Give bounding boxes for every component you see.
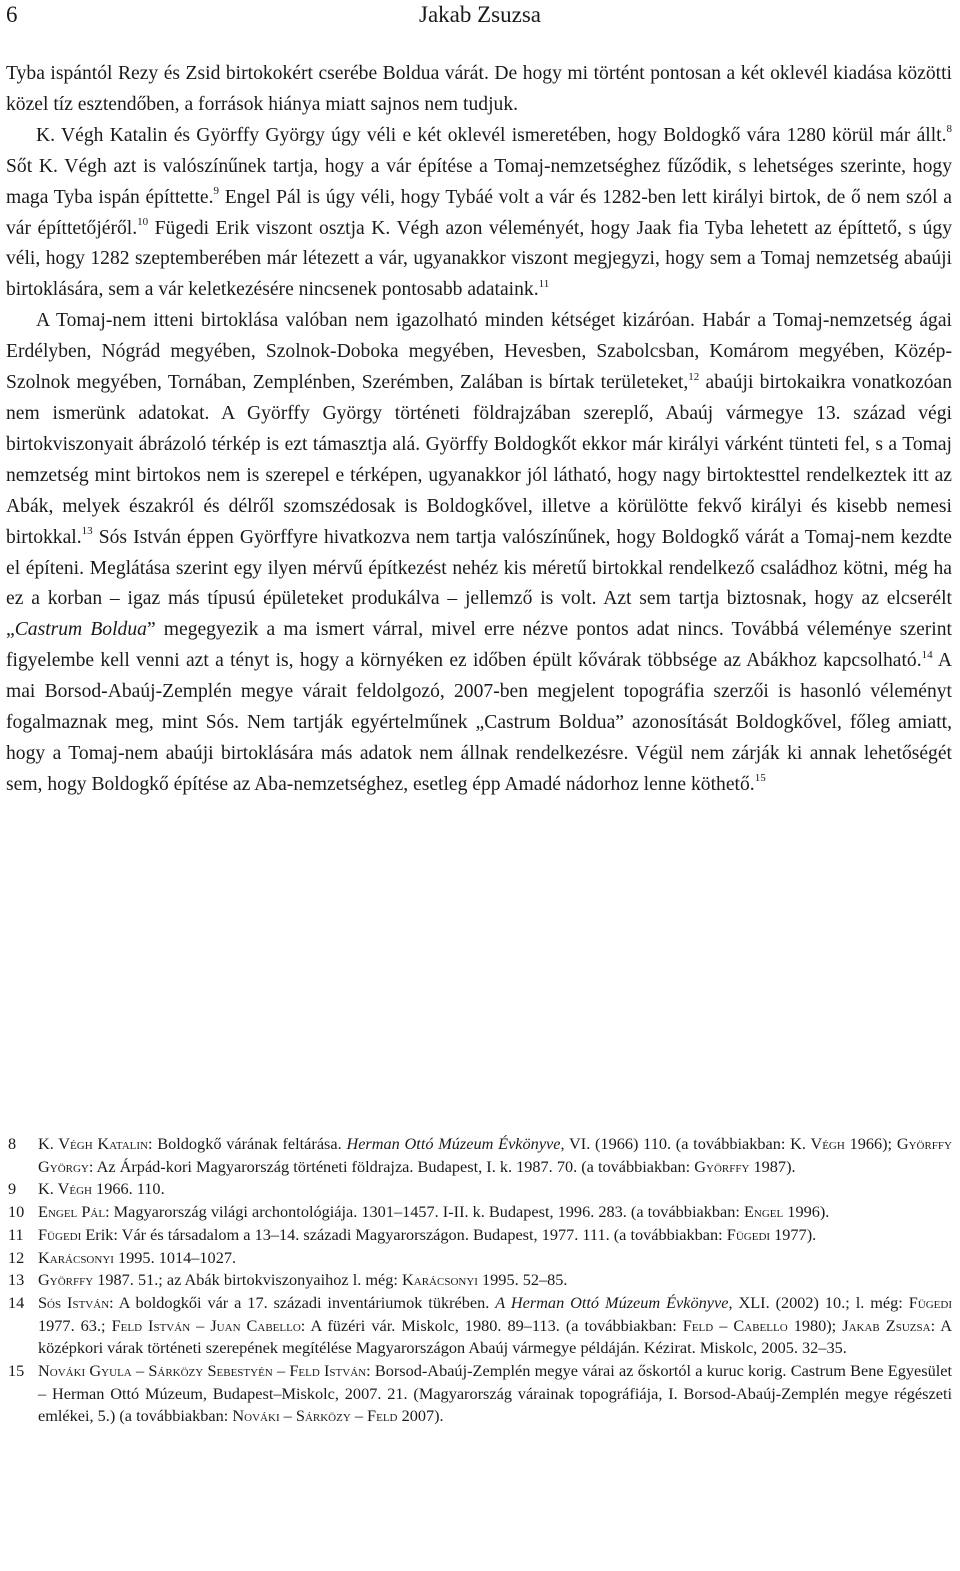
author: Fügedi [726, 1224, 771, 1244]
text: 1995. 1014–1027. [113, 1247, 237, 1267]
footnote-text [38, 1133, 952, 1178]
journal-title: A Herman Ottó Múzeum Évkönyve [495, 1292, 729, 1312]
text: , XLI. (2002) 10.; l. még: [728, 1292, 909, 1312]
author: Nováki Gyula – Sárközy Sebestyén – Feld István [38, 1361, 367, 1381]
footnote-number: 10 [8, 1202, 25, 1222]
footnote-number: 8 [8, 1134, 17, 1153]
footnote-text [38, 1224, 952, 1247]
author: Györffy [694, 1156, 750, 1176]
footnotes [6, 1133, 952, 1428]
footnote-14 [6, 1292, 952, 1360]
text: : A füzéri vár. Miskolc, 1980. 89–113. (a továbbiakban: [300, 1315, 683, 1335]
paragraph-3-text-e: A mai Borsod-Abaúj-Zemplén megye várait feldolgozó, 2007-ben megjelent topográfia szerzői is hasonló véleményt fogalmaznak meg, mint Sós. Nem tartják egyértelműnek „Castrum Boldua” azonosítását Boldogkővel, főleg amiatt, hogy a Tomaj-nem abaúji birtoklására más adatok nem állnak rendelkezésre. Végül nem zárják ki annak lehetőségét sem, hogy Boldogkő építése az Aba-nemzetséghez, esetleg épp Amadé nádorhoz lenne köthető. [6, 650, 953, 795]
footnote-9 [6, 1178, 952, 1201]
text: 1987. 51.; az Abák birtokviszonyaihoz l. még: [93, 1270, 403, 1290]
footnote-text [38, 1201, 952, 1224]
author: Feld István – Juan Cabello [111, 1315, 301, 1335]
footnote-15 [6, 1360, 952, 1428]
text: 1980); [787, 1315, 843, 1335]
paragraph-1 [6, 59, 952, 121]
footnote-ref-15[interactable]: 15 [754, 772, 766, 785]
paragraph-2-text-a: K. Végh Katalin és Györffy György úgy véli e két oklevél ismeretében, hogy Boldogkő vára 1280 körül már állt. [36, 124, 947, 146]
author: Feld – Cabello [682, 1315, 788, 1335]
paragraph-3 [6, 306, 952, 801]
footnote-13 [6, 1269, 952, 1292]
text: 1987). [749, 1156, 796, 1176]
footnote-ref-9[interactable]: 9 [213, 185, 219, 198]
footnote-ref-13[interactable]: 13 [81, 525, 93, 538]
castrum-boldua-italic: Castrum Boldua [14, 619, 147, 641]
author: Györffy György [38, 1134, 952, 1176]
author: Sós István [38, 1292, 110, 1312]
paragraph-1-text: Tyba ispántól Rezy és Zsid birtokokért cserébe Boldua várát. De hogy mi történt pontosan a két oklevél kiadása közötti közel tíz esztendőben, a források hiánya miatt sajnos nem tudjuk. [6, 63, 952, 115]
footnote-ref-11[interactable]: 11 [538, 277, 550, 290]
footnote-ref-8[interactable]: 8 [946, 123, 952, 136]
footnote-12 [6, 1247, 952, 1270]
text: : Borsod-Abaúj-Zemplén megye várai az őskortól a kuruc korig. Castrum Bene Egyesület – Herman Ottó Múzeum, Budapest–Miskolc, 2007. 21. (Magyarország várainak topográfiája, I. Borsod-Abaúj-Zemplén megye régészeti emlékei, 5.) (a továbbiakban: [38, 1361, 953, 1426]
author: K. Végh Katalin [38, 1134, 148, 1153]
author: K. Végh [38, 1179, 92, 1199]
page-header [6, 0, 954, 30]
text: : Boldogkő várának feltárása. [147, 1134, 347, 1153]
footnote-number: 13 [8, 1270, 25, 1290]
author: Nováki – Sárközy – Feld [232, 1406, 398, 1426]
paragraph-2 [6, 121, 952, 306]
paragraph-3-text-b: abaúji birtokaikra vonatkozóan nem ismerünk adatokat. A Györffy György történeti földrajzában szereplő, Abaúj vármegye 13. század végi birtokviszonyait ábrázoló térkép is ezt támasztja alá. Györffy Boldogkőt ekkor már királyi várként tünteti fel, s a Tomaj nemzetség mint birtokos nem is szerepel e térképen, ugyanakkor jól látható, hogy nagy birtoktesttel rendelkeztek itt az Abák, melyek északról és délről szomszédosak is Boldogkővel, illetve a körülötte fekvő királyi és kisebb nemesi birtokkal. [6, 372, 952, 548]
text: 1966. 110. [91, 1179, 165, 1199]
footnote-number: 14 [8, 1292, 25, 1312]
paragraph-3-text-d: ” megegyezik a ma ismert várral, mivel erre nézve pontos adat nincs. Továbbá véleménye szerint figyelembe kell venni azt a tényt is, hogy a környéken ez időben épült kővárak többsége az Abákhoz kapcsolható. [6, 619, 952, 672]
footnote-11 [6, 1224, 952, 1247]
paragraph-2-text-b: Sőt K. Végh azt is valószínűnek tartja, hogy a vár építése a Tomaj-nemzetséghez fűződik, s lehetséges szerinte, hogy maga Tyba ispán építtette. [6, 155, 952, 208]
text: : Az Árpád-kori Magyarország történeti földrajza. Budapest, I. k. 1987. 70. (a továbbiakban: [88, 1156, 695, 1176]
author: Fügedi [908, 1292, 952, 1312]
footnote-10 [6, 1201, 952, 1224]
text: , VI. (1966) 110. (a továbbiakban: [560, 1134, 791, 1153]
author: Györffy [38, 1270, 94, 1290]
body-text [6, 59, 952, 801]
author: Fügedi [38, 1224, 82, 1244]
paragraph-3-text-a: A Tomaj-nem itteni birtoklása valóban nem igazolható minden kétséget kizáróan. Habár a Tomaj-nemzetség ágai Erdélyben, Nógrád megyében, Szolnok-Doboka megyében, Hevesben, Szabolcsban, Komárom megyében, Közép-Szolnok megyében, Tornában, Zemplénben, Szerémben, Zalában is bírtak területeket, [6, 310, 952, 394]
footnote-number: 15 [8, 1361, 25, 1381]
text: 1996). [783, 1202, 830, 1222]
footnote-text [38, 1269, 952, 1292]
text: 1977). [770, 1224, 817, 1244]
author: Engel Pál [38, 1202, 106, 1222]
text: : A boldogkői vár a 17. századi inventáriumok tükrében. [109, 1292, 496, 1312]
text: 1995. 52–85. [477, 1270, 568, 1290]
author: K. Végh [790, 1134, 845, 1153]
text: : A középkori várak történeti szerepének megítélése Magyarországon Abaúj vármegye példáján. Kézirat. Miskolc, 2005. 32–35. [38, 1315, 952, 1358]
footnote-ref-12[interactable]: 12 [688, 370, 700, 383]
footnote-ref-10[interactable]: 10 [137, 216, 149, 228]
footnote-8 [6, 1133, 952, 1178]
author: Karácsonyi [402, 1270, 478, 1290]
footnote-number: 9 [8, 1179, 17, 1199]
footnote-text [38, 1247, 952, 1270]
footnote-text [38, 1178, 952, 1201]
text: 1977. 63.; [38, 1315, 112, 1335]
text: 2007). [397, 1406, 444, 1426]
text: 1966); [844, 1134, 897, 1153]
author: Jakab Zsuzsa [842, 1315, 931, 1335]
paragraph-2-text-c: Engel Pál is úgy véli, hogy Tybáé volt a vár és 1282-ben lett királyi birtok, de ő nem szól a vár építtetőjéről. [6, 186, 952, 239]
footnote-ref-14[interactable]: 14 [921, 648, 933, 661]
footnote-text [38, 1360, 952, 1428]
running-head: Jakab Zsuzsa [419, 2, 541, 27]
journal-title: Herman Ottó Múzeum Évkönyve [346, 1134, 561, 1153]
footnote-text [38, 1292, 952, 1360]
paragraph-2-text-d: Fügedi Erik viszont osztja K. Végh azon véleményét, hogy Jaak fia Tyba lehetett az építtető, s úgy véli, hogy 1282 szeptemberében már létezett a vár, ugyanakkor viszont megjegyzi, hogy sem a Tomaj nemzetség abaúji birtoklására, sem a vár keletkezésére nincsenek pontosabb adataink. [6, 217, 953, 301]
text: : Magyarország világi archontológiája. 1301–1457. I-II. k. Budapest, 1996. 283. (a továbbiakban: [105, 1202, 744, 1222]
author: Karácsonyi [38, 1247, 114, 1267]
paragraph-3-text-c: Sós István éppen Györffyre hivatkozva nem tartja valószínűnek, hogy Boldogkő várát a Tomaj-nem kezdte el építeni. Meglátása szerint egy ilyen mérvű építkezést nehéz kis méretű birtokkal rendelkező családhoz kötni, még ha ez a korban – igaz más típusú épületeket produkálva – jellemző is volt. Azt sem tartja biztosnak, hogy az elcserélt „ [6, 526, 952, 641]
text: Erik: Vár és társadalom a 13–14. századi Magyarországon. Budapest, 1977. 111. (a továbbiakban: [81, 1224, 727, 1244]
footnote-number: 12 [8, 1247, 25, 1267]
page-number: 6 [6, 2, 18, 27]
author: Engel [743, 1202, 784, 1222]
footnote-number: 11 [8, 1224, 24, 1244]
